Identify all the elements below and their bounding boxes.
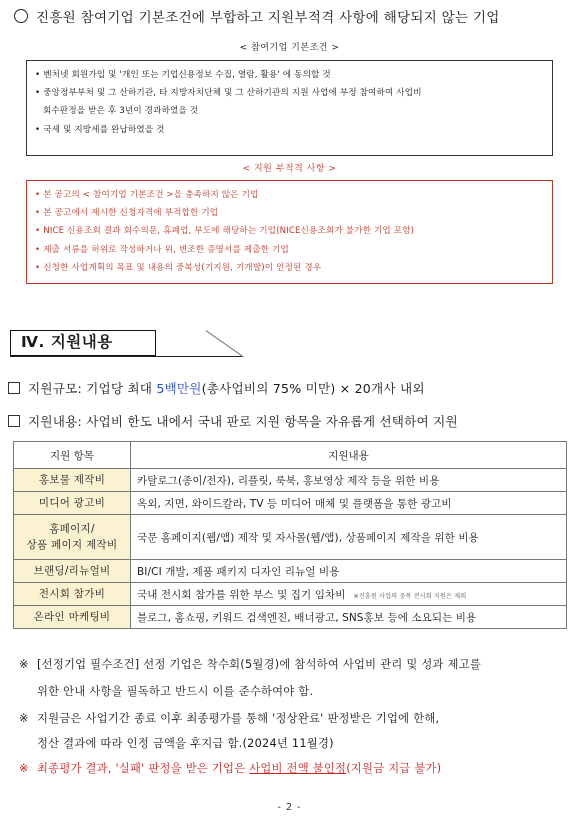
list-item: • 신청한 사업계획의 목표 및 내용의 중복성(기지원, 기개발)이 인정된 경우: [35, 262, 322, 273]
list-item-continuation: 회수판정을 받은 후 3년이 경과하였을 것: [43, 106, 199, 117]
basic-conditions-box: [26, 60, 553, 156]
support-content-line: 지원내용: 사업비 한도 내에서 국내 판로 지원 항목을 자유롭게 선택하여 지원: [8, 411, 458, 430]
square-bullet-icon: [8, 415, 20, 427]
circle-bullet-icon: [14, 9, 28, 23]
table-row: 홈페이지/ 상품 페이지 제작비 국문 홈페이지(웹/앱) 제작 및 자사몰(웹/앱), 상품페이지 제작을 위한 비용: [14, 515, 567, 560]
support-items-table: [13, 441, 567, 629]
note-payment-cont: 정산 결과에 따라 인정 금액을 후지급 함.(2024년 11월경): [37, 737, 334, 750]
support-scale-line: 지원규모: 기업당 최대 5백만원(총사업비의 75% 미만) × 20개사 내외: [8, 378, 425, 397]
note-required-conditions-cont: 위한 안내 사항을 필독하고 반드시 이를 준수하여야 함.: [37, 685, 314, 698]
list-item: • 제출 서류를 허위로 작성하거나 위, 변조한 증명서를 제출한 기업: [35, 244, 289, 255]
list-item: • NICE 신용조회 결과 회수의문, 휴폐업, 부도에 해당하는 기업(NICE신용조회가 불가한 기업 포함): [35, 226, 415, 237]
ineligible-box: [26, 180, 553, 284]
list-item: • 본 공고의 < 참여기업 기본조건 >을 충족하지 않은 기업: [35, 190, 259, 200]
no-recognition-text: 사업비 전액 불인정: [249, 762, 347, 775]
eligibility-heading: 진흥원 참여기업 기본조건에 부합하고 지원부적격 사항에 해당되지 않는 기업: [14, 6, 500, 26]
basic-conditions-title: < 참여기업 기본조건 >: [239, 43, 340, 53]
table-row: 홍보물 제작비 카탈로그(종이/전자), 리플릿, 룩북, 홍보영상 제작 등을 위한 비용: [14, 469, 567, 492]
exhibition-note: ※진흥원 사업의 중복 전시회 지원은 제외: [353, 592, 467, 600]
section-underline: [10, 356, 242, 357]
list-item: • 벤처넷 회원가입 및 '개인 또는 기업신용정보 수집, 열람, 활용' 에 동의할 것: [35, 70, 331, 80]
table-header-row: [14, 442, 567, 469]
section-diagonal-line: [205, 330, 243, 357]
table-header-item: 지원 항목: [14, 442, 131, 469]
note-required-conditions: ※ [선정기업 필수조건] 선정 기업은 착수회(5월경)에 참석하여 사업비 관리 및 성과 제고를: [19, 658, 482, 671]
support-amount: 5백만원: [156, 381, 202, 396]
list-item: • 본 공고에서 제시한 신청자격에 부적합한 기업: [35, 208, 219, 219]
table-header-content: 지원내용: [131, 442, 567, 469]
table-row: 브랜딩/리뉴얼비 BI/CI 개발, 제품 패키지 디자인 리뉴얼 비용: [14, 560, 567, 583]
list-item: • 국세 및 지방세를 완납하였을 것: [35, 124, 165, 135]
section-heading: [6, 327, 242, 359]
list-item: • 중앙정부부처 및 그 산하기관, 타 지방자치단체 및 그 산하기관의 지원 사업에 부정 참여하여 사업비: [35, 88, 422, 99]
table-row: 온라인 마케팅비 블로그, 홈쇼핑, 키워드 검색엔진, 배너광고, SNS홍보 등에 소요되는 비용: [14, 606, 567, 629]
section-title: Ⅳ. 지원내용: [10, 330, 156, 356]
table-row: 미디어 광고비 옥외, 지면, 와이드칼라, TV 등 미디어 매체 및 플랫폼을 통한 광고비: [14, 492, 567, 515]
note-payment: ※ 지원금은 사업기간 종료 이후 최종평가를 통해 '정상완료' 판정받은 기업에 한해,: [19, 712, 440, 725]
square-bullet-icon: [8, 382, 20, 394]
table-row: 전시회 참가비 국내 전시회 참가를 위한 부스 및 집기 임차비 ※진흥원 사업의 중복 전시회 지원은 제외: [14, 583, 567, 606]
page-number: - 2 -: [277, 802, 302, 813]
ineligible-title: < 지원 부적격 사항 >: [242, 164, 337, 174]
note-failure: ※ 최종평가 결과, '실패' 판정을 받은 기업은 사업비 전액 불인정(지원금 지급 불가): [19, 762, 442, 775]
